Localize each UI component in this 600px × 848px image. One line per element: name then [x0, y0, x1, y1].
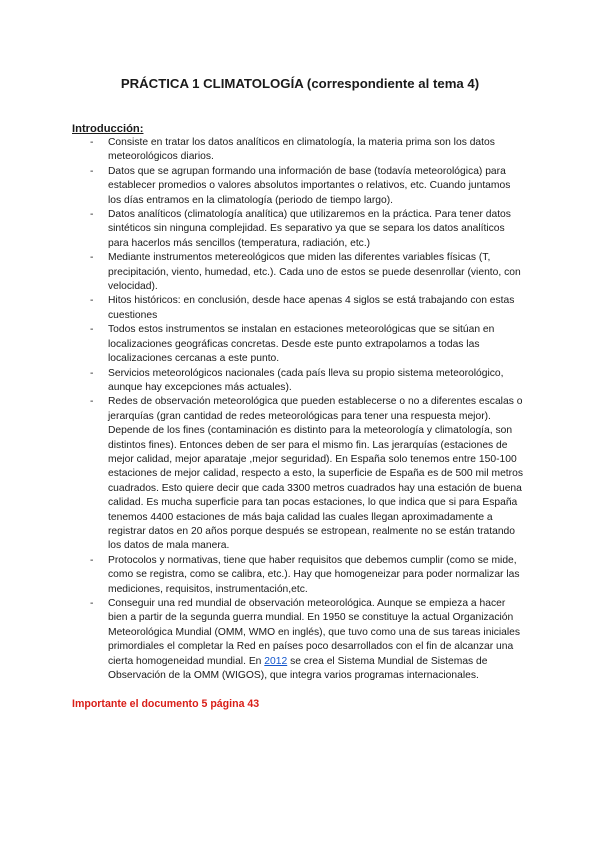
list-item-text: Consiste en tratar los datos analíticos en climatología, la materia prima son los datos meteorológicos diarios.	[108, 137, 495, 163]
list-item-text: Conseguir una red mundial de observación meteorológica. Aunque se empieza a hacer bien a partir de la segunda guerra mundial. En 1950 se constituye la actual Organización Meteorológica Mundial (OMM, WMO en inglés), que tuvo como una de sus tareas iniciales primordiales el completar la Red en países poco desarrollados con el fin de alcanzar una cierta homogeneidad mundial. En	[108, 598, 521, 667]
list-item-text: Servicios meteorológicos nacionales (cada país lleva su propio sistema meteorológico, aunque hay excepciones más actuales).	[108, 367, 504, 393]
page-title: PRÁCTICA 1 CLIMATOLOGÍA (correspondiente al tema 4)	[120, 76, 480, 91]
bullet-dash: -	[90, 554, 94, 566]
section-heading: Introducción:	[72, 123, 144, 135]
bullet-list	[90, 136, 526, 683]
list-item-text: Protocolos y normativas, tiene que haber requisitos que debemos cumplir (como se mide, como se registra, como se calibra, etc.). Hay que homogeneizar para poder normalizar las mediciones, requisitos, instrumentación,etc.	[108, 554, 520, 595]
list-item	[90, 597, 526, 683]
list-item-text: Datos que se agrupan formando una información de base (todavía meteorológica) para establecer promedios o valores absolutos importantes o relativos, etc. Cuando juntamos los días entramos en la climatología (periodo de tiempo largo).	[108, 165, 511, 206]
list-item-text: Hitos históricos: en conclusión, desde hace apenas 4 siglos se está trabajando con estas cuestiones	[108, 295, 515, 321]
list-item	[90, 554, 526, 597]
bullet-dash: -	[90, 137, 94, 148]
bullet-dash: -	[90, 209, 94, 221]
bullet-dash: -	[90, 165, 94, 177]
important-note: Importante el documento 5 página 43	[72, 698, 260, 710]
bullet-dash: -	[90, 324, 94, 336]
bullet-dash: -	[90, 598, 94, 609]
list-item-text: Datos analíticos (climatología analítica) que utilizaremos en la práctica. Para tener datos sintéticos sin ninguna complejidad. Es separativo ya que se separa los datos analíticos para hacerlos más sencillos (temperatura, radiación, etc.)	[108, 209, 511, 249]
bullet-dash: -	[90, 396, 94, 408]
list-item	[90, 323, 526, 366]
list-item-text: se crea el Sistema Mundial de Sistemas de Observación de la OMM (WIGOS), que integra varios programas internacionales.	[108, 655, 488, 682]
list-item-text: Mediante instrumentos metereológicos que miden las diferentes variables físicas (T, precipitación, viento, humedad, etc.). Cada uno de estos se puede desenrollar (viento, con velocidad).	[108, 252, 521, 293]
list-item	[90, 251, 526, 294]
list-item	[90, 165, 526, 208]
list-item	[90, 208, 526, 251]
year-link[interactable]: 2012	[264, 655, 288, 667]
list-item-text: Redes de observación meteorológica que pueden establecerse o no a diferentes escalas o jerarquías (gran cantidad de redes meteorológicas para tener una respuesta mejor). Depende de los fines (contaminación es distinto para la meteorología y climatología, son distintos fines). Entonces deben de ser para el mismo fin. Las jerarquías (estaciones de mejor calidad, mejor aparataje ,mejor seguridad). En España solo tenemos entre 150-100 estaciones de mejor calidad, respecto a esto, la superficie de España es de 500 mil metros cuadrados. Esto quiere decir que cada 3300 metros cuadrados hay una estación de buena calidad. Es mucha superficie para tan pocas estaciones, lo que indica que si para España tenemos 4400 estaciones de más baja calidad las cuales llegan aproximadamente a registrar datos en 20 años porque después se estropean, realmente no se están tratando los datos de mala manera.	[108, 396, 523, 552]
bullet-dash: -	[90, 252, 94, 264]
bullet-dash: -	[90, 367, 94, 379]
list-item	[90, 395, 526, 553]
list-item-text: Todos estos instrumentos se instalan en estaciones meteorológicas que se sitúan en localizaciones geográficas concretas. Desde este punto extrapolamos a todas las localizaciones cercanas a este punto.	[108, 324, 495, 365]
list-item	[90, 367, 526, 396]
list-item	[90, 294, 526, 323]
bullet-dash: -	[90, 295, 94, 307]
list-item	[90, 136, 526, 165]
